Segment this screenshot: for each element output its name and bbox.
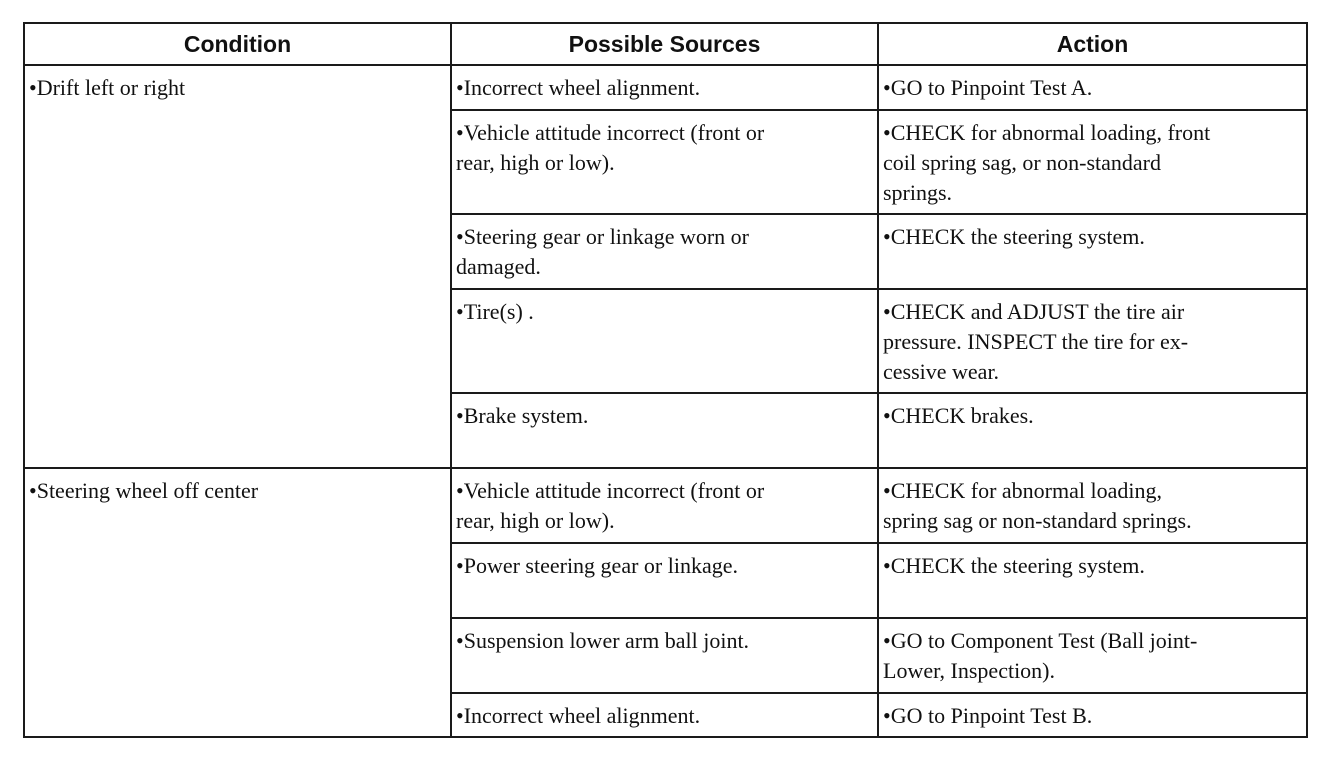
source-text: •Tire(s) . xyxy=(456,299,534,324)
source-text: •Incorrect wheel alignment. xyxy=(456,75,701,100)
action-text: •GO to Pinpoint Test A. xyxy=(883,75,1093,100)
condition-cell xyxy=(24,468,451,737)
table-row xyxy=(24,65,1307,110)
condition-cell xyxy=(24,65,451,468)
source-cell xyxy=(451,468,878,543)
action-cell xyxy=(878,110,1307,214)
source-text: •Brake system. xyxy=(456,403,589,428)
source-text: •Power steering gear or linkage. xyxy=(456,553,738,578)
header-condition: Condition xyxy=(24,23,451,65)
diagnosis-table xyxy=(23,22,1308,738)
source-cell xyxy=(451,543,878,618)
source-text: •Suspension lower arm ball joint. xyxy=(456,628,750,653)
source-cell xyxy=(451,65,878,110)
header-possible-sources: Possible Sources xyxy=(451,23,878,65)
action-cell xyxy=(878,468,1307,543)
action-cell xyxy=(878,393,1307,468)
source-text: •Vehicle attitude incorrect (front or rear, high or low). xyxy=(456,120,765,175)
header-row xyxy=(24,23,1307,65)
condition-text: •Steering wheel off center xyxy=(29,478,259,503)
action-text: •CHECK brakes. xyxy=(883,403,1034,428)
action-text: •CHECK the steering system. xyxy=(883,224,1145,249)
action-cell xyxy=(878,618,1307,693)
source-cell xyxy=(451,393,878,468)
condition-text: •Drift left or right xyxy=(29,75,186,100)
action-cell xyxy=(878,289,1307,393)
source-cell xyxy=(451,289,878,393)
action-cell xyxy=(878,65,1307,110)
header-action: Action xyxy=(878,23,1307,65)
table-row xyxy=(24,468,1307,543)
action-cell xyxy=(878,693,1307,737)
source-cell xyxy=(451,214,878,289)
action-cell xyxy=(878,214,1307,289)
source-text: •Vehicle attitude incorrect (front or rear, high or low). xyxy=(456,478,765,533)
action-text: •GO to Pinpoint Test B. xyxy=(883,703,1093,728)
action-text: •CHECK the steering system. xyxy=(883,553,1145,578)
source-cell xyxy=(451,693,878,737)
action-cell xyxy=(878,543,1307,618)
source-text: •Steering gear or linkage worn or damaged. xyxy=(456,224,749,279)
source-cell xyxy=(451,618,878,693)
action-text: •CHECK for abnormal loading, front coil spring sag, or non-standard springs. xyxy=(883,120,1211,205)
action-text: •GO to Component Test (Ball joint- Lower, Inspection). xyxy=(883,628,1198,683)
source-cell xyxy=(451,110,878,214)
action-text: •CHECK for abnormal loading, spring sag or non-standard springs. xyxy=(883,478,1192,533)
action-text: •CHECK and ADJUST the tire air pressure. INSPECT the tire for ex- cessive wear. xyxy=(883,299,1189,384)
source-text: •Incorrect wheel alignment. xyxy=(456,703,701,728)
